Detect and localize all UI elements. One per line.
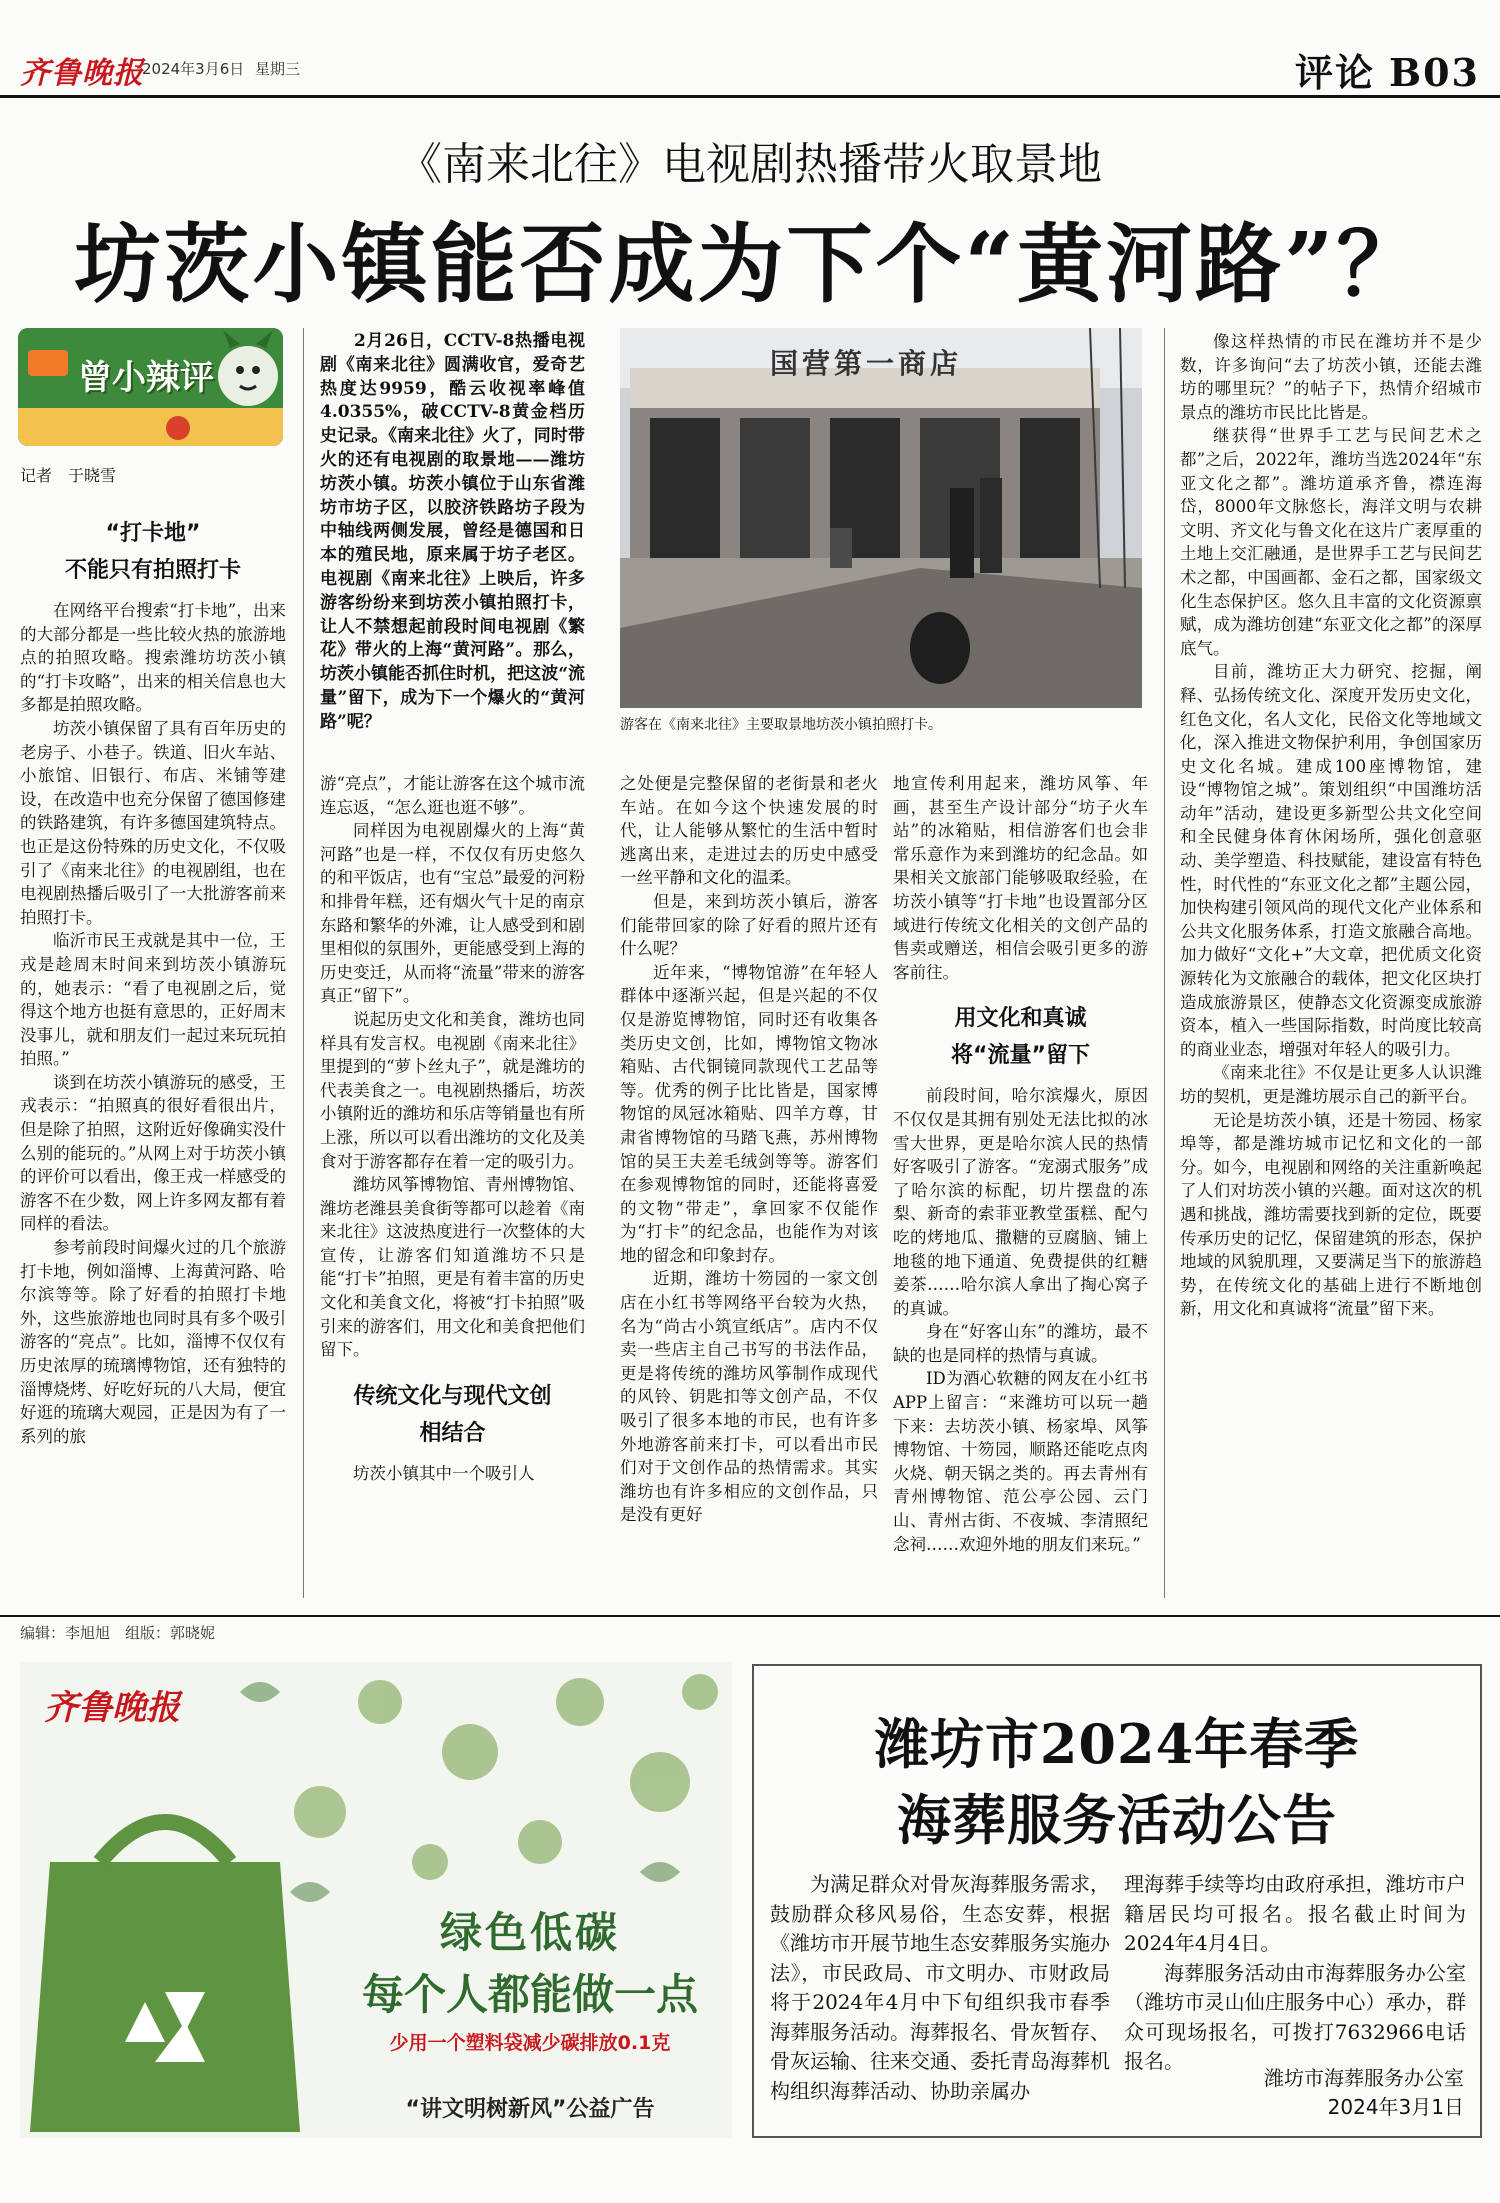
article-lead (320, 330, 585, 735)
article-subtitle: 《南来北往》电视剧热播带火取景地 (398, 139, 1102, 190)
heading-line: 相结合 (419, 1420, 486, 1446)
section-heading (20, 515, 286, 589)
heading-line: 不能只有拍照打卡 (64, 558, 241, 583)
section-heading (893, 1000, 1148, 1074)
column-divider (303, 328, 304, 1598)
paragraph: 无论是坊茨小镇，还是十笏园、杨家埠等，都是潍坊城市记忆和文化的一部分。如今，电视剧和网络的关注重新唤起了人们对坊茨小镇的兴趣。面对这次的机遇和挑战，潍坊需要找到新的定位，既要传承历史的记忆，保留建筑的形态，保护地域的风貌肌理，又要满足当下的旅游趋势，在传统文化的基础上进行不断地创新，用文化和真诚将“流量”留下来。 (1180, 1110, 1482, 1319)
ad-tagline: 少用一个塑料袋减少碳排放0.1克 (389, 2032, 671, 2054)
paragraph: 《南来北往》不仅是让更多人认识潍坊的契机，更是潍坊展示自己的新平台。 (1180, 1063, 1482, 1106)
public-service-ad (20, 1662, 732, 2138)
heading-line: 用文化和真诚 (954, 1006, 1087, 1032)
ad-headline: 绿色低碳 (439, 1908, 620, 1957)
article-headline: 坊茨小镇能否成为下个“黄河路”？ (74, 214, 1426, 315)
byline: 记者 于晓雪 (20, 466, 117, 485)
paragraph: 身在“好客山东”的潍坊，最不缺的也是同样的热情与真诚。 (893, 1322, 1148, 1365)
sea-burial-announcement (752, 1664, 1482, 2138)
column-3 (620, 772, 878, 1527)
paragraph: 说起历史文化和美食，潍坊也同样具有发言权。电视剧《南来北往》里提到的“萝卜丝丸子”，就是潍坊的代表美食之一。电视剧热播后，坊茨小镇附近的潍坊和乐店等销量也有所上涨，所以可以看出潍坊的文化及美食对于游客都存在着一定的吸引力。 (320, 1009, 585, 1171)
paragraph: 坊茨小镇保留了具有百年历史的老房子、小巷子。铁道、旧火车站、小旅馆、旧银行、布店、米铺等建设，在改造中也充分保留了德国修建的铁路建筑，有许多德国建筑特点。也正是这份特殊的历史文化，不仅吸引了《南来北往》的电视剧组，也在电视剧热播后吸引了一大批游客前来拍照打卡。 (20, 718, 286, 927)
heading-line: “打卡地” (105, 521, 201, 546)
paragraph: 游“亮点”，才能让游客在这个城市流连忘返，“怎么逛也逛不够”。 (320, 774, 585, 817)
announcement-signature (1264, 2064, 1464, 2122)
editor-credits: 编辑：李旭旭 组版：郭晓妮 (20, 1624, 216, 1642)
column-2 (320, 772, 585, 1485)
section-name: 评论 (1294, 50, 1375, 95)
paragraph: 近期，潍坊十笏园的一家文创店在小红书等网络平台较为火热，名为“尚古小筑宣纸店”。店内不仅卖一些店主自己书写的书法作品，更是将传统的潍坊风筝制作成现代的风铃、钥匙扣等文创产品，不仅吸引了很多本地的市民，也有许多外地游客前来打卡，可以看出市民们对于文创作品的热情需求。其实潍坊也有许多相应的文创作品，只是没有更好 (620, 1269, 878, 1525)
signature-date: 2024年3月1日 (1327, 2095, 1464, 2119)
paragraph: 潍坊风筝博物馆、青州博物馆、潍坊老潍县美食街等都可以趁着《南来北往》这波热度进行一次整体的大宣传，让游客们知道潍坊不只是能“打卡”拍照，更是有着丰富的历史文化和美食文化，将被“打卡拍照”吸引来的游客们，用文化和美食把他们留下。 (320, 1175, 585, 1360)
article-photo (620, 328, 1142, 708)
paragraph: 地宣传利用起来，潍坊风筝、年画，甚至生产设计部分“坊子火车站”的冰箱贴，相信游客们也会非常乐意作为来到潍坊的纪念品。如果相关文旅部门能够吸取经验，在坊茨小镇等“打卡地”也设置部分区域进行传统文化相关的文创产品的售卖或赠送，相信会吸引更多的游客前往。 (893, 774, 1148, 982)
paragraph: 参考前段时间爆火过的几个旅游打卡地，例如淄博、上海黄河路、哈尔滨等等。除了好看的拍照打卡地外，这些旅游地也同时具有多个吸引游客的“亮点”。比如，淄博不仅仅有历史浓厚的琉璃博物馆，还有独特的淄博烧烤、好吃好玩的八大局，便宜好逛的琉璃大观园，正是因为有了一系列的旅 (20, 1238, 286, 1446)
announcement-paragraph: 理海葬手续等均由政府承担，潍坊市户籍居民均可报名。报名截止时间为2024年4月4日。 (1124, 1872, 1466, 1955)
column-sticker-image (18, 328, 283, 446)
paragraph: 临沂市民王戎就是其中一位，王戎是趁周末时间来到坊茨小镇游玩的，她表示：“看了电视剧之后，觉得这个地方也挺有意思的，正好周末没事儿，就和朋友们一起过来玩玩拍拍照。” (20, 931, 286, 1069)
column-5 (1180, 330, 1482, 1321)
ad-subheadline: 每个人都能做一点 (361, 1970, 698, 2019)
paragraph: ID为酒心软糖的网友在小红书APP上留言：“来潍坊可以玩一趟下来：去坊茨小镇、杨家埠、风筝博物馆、十笏园，顺路还能吃点肉火烧、朝天锅之类的。再去青州有青州博物馆、范公亭公园、云门山、青州古街、不夜城、李清照纪念祠……欢迎外地的朋友们来玩。” (893, 1369, 1148, 1554)
paragraph: 之处便是完整保留的老街景和老火车站。在如今这个快速发展的时代，让人能够从繁忙的生活中暂时逃离出来，走进过去的历史中感受一丝平静和文化的温柔。 (620, 774, 878, 888)
lead-paragraph: 2月26日，CCTV-8热播电视剧《南来北往》圆满收官，爱奇艺热度达9959，酷云收视率峰值4.0355%，破CCTV-8黄金档历史记录。《南来北往》火了，同时带火的还有电视剧的取景地——潍坊坊茨小镇。坊茨小镇位于山东省潍坊市坊子区，以胶济铁路坊子段为中轴线两侧发展，曾经是德国和日本的殖民地，原来属于坊子老区。电视剧《南来北往》上映后，许多游客纷纷来到坊茨小镇拍照打卡，让人不禁想起前段时间电视剧《繁花》带火的上海“黄河路”。那么，坊茨小镇能否抓住时机，把这波“流量”留下，成为下一个爆火的“黄河路”呢？ (320, 331, 585, 732)
sticker-title: 曾小辣评 (78, 358, 214, 398)
section-heading (320, 1378, 585, 1452)
paragraph: 但是，来到坊茨小镇后，游客们能带回家的除了好看的照片还有什么呢？ (620, 891, 878, 959)
paragraph: 近年来，“博物馆游”在年轻人群体中逐渐兴起，但是兴起的不仅仅是游览博物馆，同时还有收集各类历史文创，比如，博物馆文物冰箱贴、古代铜镜同款现代工艺品等等。优秀的例子比比皆是，国家博物馆的凤冠冰箱贴、四羊方尊，甘肃省博物馆的马踏飞燕，苏州博物馆的吴王夫差毛绒剑等等。游客们在参观博物馆的同时，还能将喜爱的文物“带走”，拿回家不仅能作为“打卡”的纪念品，也能作为对该地的留念和印象封存。 (620, 962, 878, 1265)
section-label (1295, 42, 1480, 97)
ad-footer: “讲文明树新风”公益广告 (405, 2097, 655, 2122)
paragraph: 同样因为电视剧爆火的上海“黄河路”也是一样，不仅仅有历史悠久的和平饭店，也有“宝总”最爱的河粉和排骨年糕，还有烟火气十足的南京东路和繁华的外滩，让人感受到和剧里相似的氛围外，更能感受到上海的历史变迁，从而将“流量”带来的游客真正“留下”。 (320, 821, 585, 1006)
paragraph: 在网络平台搜索“打卡地”，出来的大部分都是一些比较火热的旅游地点的拍照攻略。搜索潍坊坊茨小镇的“打卡攻略”，出来的相关信息也大多都是拍照攻略。 (20, 601, 286, 715)
column-4 (893, 772, 1148, 1556)
paragraph: 继获得“世界手工艺与民间艺术之都”之后，2022年，潍坊当选2024年“东亚文化之都”。潍坊道承齐鲁，襟连海岱，8000年文脉悠长，海洋文明与农耕文明、齐文化与鲁文化在这片广袤厚重的土地上交汇融通，是世界手工艺与民间艺术之都，中国画都、金石之都，国家级文化生态保护区。悠久且丰富的文化资源禀赋，成为潍坊创建“东亚文化之都”的深厚底气。 (1180, 426, 1482, 658)
column-1 (20, 515, 286, 1448)
issue-weekday: 星期三 (255, 60, 301, 78)
footer-rule (0, 1615, 1500, 1617)
page-header (0, 0, 1500, 105)
page-number: B03 (1389, 50, 1480, 95)
photo-storefront-sign: 国营第一商店 (770, 347, 963, 380)
issue-date: 2024年3月6日 (142, 60, 245, 78)
announcement-body (1124, 1870, 1466, 2077)
paragraph: 前段时间，哈尔滨爆火，原因不仅仅是其拥有别处无法比拟的冰雪大世界，更是哈尔滨人民的热情好客吸引了游客。“宠溺式服务”成了哈尔滨的标配，切片摆盘的冻梨、新奇的索菲亚教堂蛋糕、配勺吃的烤地瓜、撒糖的豆腐脑、铺上地毯的地下通道、免费提供的红糖姜茶……哈尔滨人拿出了掏心窝子的真诚。 (893, 1086, 1148, 1318)
announcement-body: 为满足群众对骨灰海葬服务需求，鼓励群众移风易俗，生态安葬，根据《潍坊市开展节地生态安葬服务实施办法》，市民政局、市文明办、市财政局将于2024年4月中下旬组织我市春季海葬服务活动。海葬报名、骨灰暂存、骨灰运输、往来交通、委托青岛海葬机构组织海葬活动、协助亲属办 (770, 1872, 1110, 2103)
heading-line: 传统文化与现代文创 (353, 1383, 552, 1409)
heading-line: 将“流量”留下 (951, 1043, 1090, 1069)
paragraph: 像这样热情的市民在潍坊并不是少数，许多询问“去了坊茨小镇，还能去潍坊的哪里玩？”的帖子下，热情介绍城市景点的潍坊市民比比皆是。 (1180, 332, 1482, 422)
header-rule (0, 95, 1500, 98)
paragraph: 坊茨小镇其中一个吸引人 (353, 1463, 535, 1483)
photo-caption: 游客在《南来北往》主要取景地坊茨小镇拍照打卡。 (620, 717, 942, 733)
newspaper-logo: 齐鲁晚报 (20, 56, 144, 91)
paragraph: 目前，潍坊正大力研究、挖掘，阐释、弘扬传统文化、深度开发历史文化，红色文化，名人文化，民俗文化等地域文化，深入推进文物保护利用，争创国家历史文化名城。建成100座博物馆，建设“博物馆之城”。策划组织“中国潍坊活动年”活动，建设更多新型公共文化空间和全民健身体育休闲场所，强化创意驱动、美学塑造、科技赋能，建设富有特色性，时代性的“东亚文化之都”主题公园，加快构建引领风尚的现代文化产业体系和公共文化服务体系，打造文旅融合高地。加力做好“文化+”大文章，把优质文化资源转化为文旅融合的载体，把文化区块打造成旅游景区，使静态文化资源变成旅游资本，植入一些国际指数，时尚度比较高的商业业态，增强对年轻人的吸引力。 (1180, 662, 1482, 1059)
paragraph: 谈到在坊茨小镇游玩的感受，王戎表示：“拍照真的很好看很出片，但是除了拍照，这附近好像确实没什么别的能玩的。”从网上对于坊茨小镇的评价可以看出，像王戎一样感受的游客不在少数，网上许多网友都有着同样的看法。 (20, 1072, 286, 1234)
announcement-paragraph: 海葬服务活动由市海葬服务办公室（潍坊市灵山仙庄服务中心）承办，群众可现场报名，可拨打7632966电话报名。 (1124, 1960, 1466, 2073)
announcement-title: 潍坊市2024年春季 (874, 1712, 1360, 1776)
column-divider (1164, 328, 1165, 1598)
signature-org: 潍坊市海葬服务办公室 (1264, 2066, 1464, 2090)
ad-newspaper-logo: 齐鲁晚报 (44, 1688, 180, 1728)
announcement-title: 海葬服务活动公告 (897, 1788, 1337, 1852)
